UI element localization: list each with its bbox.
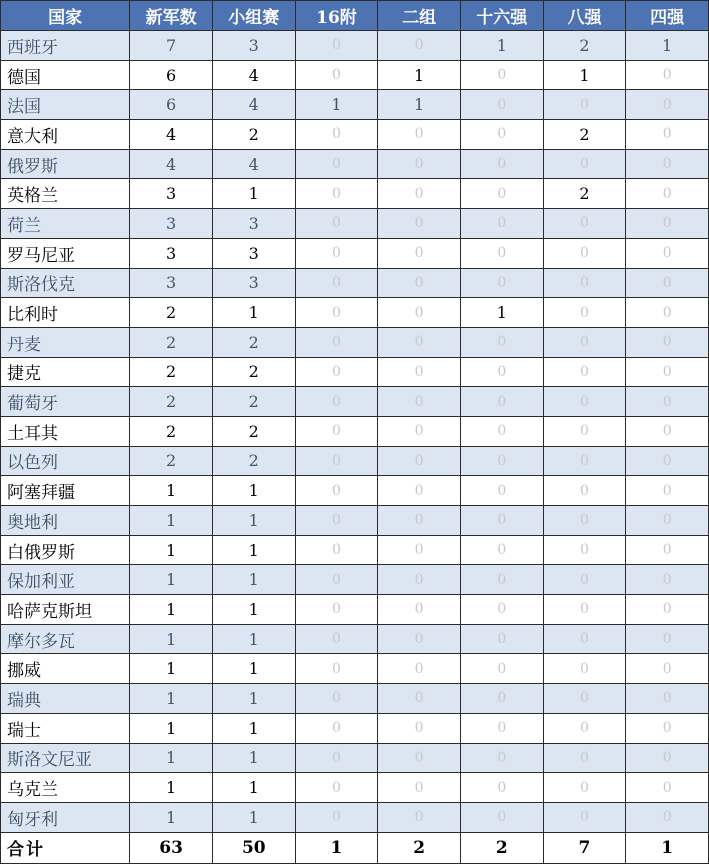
value-cell: 0 — [543, 149, 626, 179]
value-cell: 0 — [543, 90, 626, 120]
column-header: 二组 — [378, 1, 461, 31]
value-cell: 0 — [460, 209, 543, 239]
value-cell: 0 — [626, 268, 709, 298]
value-cell: 0 — [295, 268, 378, 298]
value-cell: 0 — [626, 149, 709, 179]
value-cell: 0 — [378, 684, 461, 714]
table-row — [1, 387, 709, 417]
value-cell: 0 — [543, 565, 626, 595]
value-cell: 0 — [460, 773, 543, 803]
value-cell: 0 — [460, 565, 543, 595]
value-cell: 2 — [130, 327, 213, 357]
table-row — [1, 60, 709, 90]
value-cell: 2 — [130, 357, 213, 387]
value-cell: 1 — [130, 506, 213, 536]
value-cell: 4 — [212, 60, 295, 90]
value-cell: 0 — [460, 506, 543, 536]
value-cell: 0 — [626, 209, 709, 239]
value-cell: 3 — [130, 268, 213, 298]
value-cell: 0 — [378, 446, 461, 476]
value-cell: 0 — [543, 298, 626, 328]
value-cell: 0 — [626, 357, 709, 387]
value-cell: 0 — [543, 713, 626, 743]
value-cell: 0 — [626, 802, 709, 832]
value-cell: 2 — [212, 120, 295, 150]
country-name-cell: 捷克 — [1, 357, 130, 387]
value-cell: 4 — [212, 149, 295, 179]
column-header: 八强 — [543, 1, 626, 31]
table-row — [1, 565, 709, 595]
value-cell: 0 — [543, 535, 626, 565]
value-cell: 3 — [130, 179, 213, 209]
value-cell: 1 — [212, 802, 295, 832]
value-cell: 1 — [460, 298, 543, 328]
value-cell: 0 — [378, 595, 461, 625]
value-cell: 1 — [212, 624, 295, 654]
value-cell: 1 — [212, 743, 295, 773]
value-cell: 3 — [212, 238, 295, 268]
value-cell: 0 — [295, 595, 378, 625]
value-cell: 0 — [378, 654, 461, 684]
value-cell: 1 — [130, 476, 213, 506]
country-name-cell: 荷兰 — [1, 209, 130, 239]
table-row — [1, 209, 709, 239]
value-cell: 0 — [378, 238, 461, 268]
value-cell: 1 — [212, 654, 295, 684]
column-header: 16附 — [295, 1, 378, 31]
value-cell: 2 — [130, 416, 213, 446]
value-cell: 0 — [378, 476, 461, 506]
value-cell: 0 — [460, 624, 543, 654]
total-value-cell: 63 — [130, 832, 213, 863]
table-row — [1, 416, 709, 446]
value-cell: 1 — [130, 624, 213, 654]
country-name-cell: 摩尔多瓦 — [1, 624, 130, 654]
table-row — [1, 476, 709, 506]
value-cell: 0 — [378, 713, 461, 743]
value-cell: 2 — [543, 120, 626, 150]
table-row — [1, 773, 709, 803]
table-row — [1, 120, 709, 150]
value-cell: 0 — [295, 565, 378, 595]
value-cell: 0 — [378, 535, 461, 565]
value-cell: 0 — [626, 476, 709, 506]
table-row — [1, 90, 709, 120]
table-row — [1, 446, 709, 476]
table-row — [1, 268, 709, 298]
value-cell: 0 — [543, 624, 626, 654]
total-value-cell: 7 — [543, 832, 626, 863]
value-cell: 3 — [130, 209, 213, 239]
value-cell: 0 — [378, 387, 461, 417]
value-cell: 0 — [460, 149, 543, 179]
table-body — [1, 31, 709, 833]
country-name-cell: 乌克兰 — [1, 773, 130, 803]
value-cell: 1 — [378, 90, 461, 120]
value-cell: 0 — [295, 654, 378, 684]
value-cell: 1 — [378, 60, 461, 90]
total-value-cell: 1 — [626, 832, 709, 863]
value-cell: 0 — [378, 149, 461, 179]
value-cell: 0 — [295, 624, 378, 654]
value-cell: 3 — [130, 238, 213, 268]
value-cell: 0 — [626, 535, 709, 565]
value-cell: 1 — [130, 565, 213, 595]
value-cell: 0 — [460, 416, 543, 446]
value-cell: 0 — [626, 238, 709, 268]
value-cell: 0 — [295, 179, 378, 209]
value-cell: 1 — [212, 713, 295, 743]
total-value-cell: 2 — [378, 832, 461, 863]
value-cell: 0 — [626, 446, 709, 476]
value-cell: 0 — [460, 238, 543, 268]
value-cell: 0 — [295, 416, 378, 446]
value-cell: 0 — [378, 773, 461, 803]
total-value-cell: 50 — [212, 832, 295, 863]
country-name-cell: 保加利亚 — [1, 565, 130, 595]
total-row — [1, 832, 709, 863]
value-cell: 1 — [212, 179, 295, 209]
value-cell: 0 — [626, 713, 709, 743]
value-cell: 3 — [212, 209, 295, 239]
table-row — [1, 595, 709, 625]
value-cell: 0 — [543, 802, 626, 832]
value-cell: 4 — [130, 120, 213, 150]
value-cell: 2 — [212, 357, 295, 387]
value-cell: 0 — [543, 357, 626, 387]
value-cell: 1 — [130, 654, 213, 684]
value-cell: 1 — [295, 90, 378, 120]
value-cell: 0 — [460, 535, 543, 565]
value-cell: 1 — [212, 298, 295, 328]
value-cell: 0 — [295, 327, 378, 357]
value-cell: 0 — [295, 506, 378, 536]
value-cell: 0 — [460, 446, 543, 476]
country-name-cell: 白俄罗斯 — [1, 535, 130, 565]
value-cell: 1 — [212, 535, 295, 565]
country-name-cell: 瑞典 — [1, 684, 130, 714]
value-cell: 0 — [543, 327, 626, 357]
value-cell: 0 — [378, 298, 461, 328]
country-name-cell: 法国 — [1, 90, 130, 120]
value-cell: 3 — [212, 31, 295, 61]
value-cell: 2 — [543, 179, 626, 209]
value-cell: 0 — [626, 743, 709, 773]
value-cell: 1 — [212, 773, 295, 803]
value-cell: 6 — [130, 90, 213, 120]
table-row — [1, 684, 709, 714]
value-cell: 0 — [543, 416, 626, 446]
value-cell: 1 — [212, 476, 295, 506]
value-cell: 0 — [626, 179, 709, 209]
value-cell: 0 — [295, 387, 378, 417]
value-cell: 0 — [378, 327, 461, 357]
table-row — [1, 149, 709, 179]
value-cell: 0 — [295, 120, 378, 150]
country-name-cell: 葡萄牙 — [1, 387, 130, 417]
country-name-cell: 西班牙 — [1, 31, 130, 61]
value-cell: 1 — [130, 743, 213, 773]
total-value-cell: 2 — [460, 832, 543, 863]
value-cell: 0 — [460, 387, 543, 417]
table-row — [1, 31, 709, 61]
value-cell: 0 — [543, 654, 626, 684]
country-name-cell: 德国 — [1, 60, 130, 90]
value-cell: 0 — [460, 654, 543, 684]
value-cell: 0 — [626, 506, 709, 536]
table-header — [1, 1, 709, 31]
value-cell: 0 — [626, 654, 709, 684]
value-cell: 0 — [460, 357, 543, 387]
country-name-cell: 斯洛文尼亚 — [1, 743, 130, 773]
value-cell: 0 — [378, 268, 461, 298]
value-cell: 0 — [295, 60, 378, 90]
column-header: 十六强 — [460, 1, 543, 31]
value-cell: 0 — [626, 90, 709, 120]
table-row — [1, 506, 709, 536]
value-cell: 0 — [543, 476, 626, 506]
value-cell: 0 — [626, 298, 709, 328]
value-cell: 0 — [295, 209, 378, 239]
country-name-cell: 挪威 — [1, 654, 130, 684]
table-row — [1, 654, 709, 684]
table-row — [1, 298, 709, 328]
value-cell: 0 — [543, 595, 626, 625]
value-cell: 1 — [212, 506, 295, 536]
value-cell: 0 — [378, 31, 461, 61]
value-cell: 0 — [295, 298, 378, 328]
value-cell: 1 — [543, 60, 626, 90]
value-cell: 0 — [626, 60, 709, 90]
value-cell: 0 — [626, 416, 709, 446]
value-cell: 2 — [130, 387, 213, 417]
value-cell: 0 — [378, 416, 461, 446]
value-cell: 0 — [460, 120, 543, 150]
table-row — [1, 238, 709, 268]
country-name-cell: 意大利 — [1, 120, 130, 150]
value-cell: 7 — [130, 31, 213, 61]
country-name-cell: 哈萨克斯坦 — [1, 595, 130, 625]
column-header: 新军数 — [130, 1, 213, 31]
table-row — [1, 327, 709, 357]
value-cell: 0 — [460, 60, 543, 90]
country-name-cell: 匈牙利 — [1, 802, 130, 832]
value-cell: 1 — [212, 565, 295, 595]
value-cell: 1 — [130, 802, 213, 832]
value-cell: 0 — [460, 179, 543, 209]
value-cell: 0 — [460, 476, 543, 506]
value-cell: 0 — [543, 238, 626, 268]
value-cell: 1 — [130, 773, 213, 803]
table-row — [1, 357, 709, 387]
value-cell: 0 — [626, 595, 709, 625]
value-cell: 0 — [295, 149, 378, 179]
value-cell: 0 — [543, 268, 626, 298]
value-cell: 1 — [130, 595, 213, 625]
value-cell: 2 — [543, 31, 626, 61]
value-cell: 0 — [543, 446, 626, 476]
value-cell: 0 — [460, 802, 543, 832]
value-cell: 2 — [212, 446, 295, 476]
value-cell: 0 — [460, 327, 543, 357]
value-cell: 0 — [295, 743, 378, 773]
value-cell: 0 — [378, 743, 461, 773]
value-cell: 0 — [460, 743, 543, 773]
value-cell: 0 — [626, 120, 709, 150]
value-cell: 0 — [378, 802, 461, 832]
header-row — [1, 1, 709, 31]
value-cell: 0 — [378, 120, 461, 150]
value-cell: 3 — [212, 268, 295, 298]
value-cell: 2 — [212, 387, 295, 417]
column-header: 小组赛 — [212, 1, 295, 31]
value-cell: 1 — [130, 535, 213, 565]
column-header: 四强 — [626, 1, 709, 31]
country-name-cell: 比利时 — [1, 298, 130, 328]
value-cell: 4 — [212, 90, 295, 120]
country-name-cell: 土耳其 — [1, 416, 130, 446]
country-name-cell: 丹麦 — [1, 327, 130, 357]
value-cell: 1 — [130, 713, 213, 743]
value-cell: 0 — [295, 476, 378, 506]
total-value-cell: 1 — [295, 832, 378, 863]
value-cell: 0 — [626, 327, 709, 357]
value-cell: 0 — [543, 506, 626, 536]
value-cell: 0 — [295, 446, 378, 476]
value-cell: 0 — [460, 268, 543, 298]
value-cell: 0 — [543, 773, 626, 803]
value-cell: 0 — [543, 209, 626, 239]
value-cell: 0 — [295, 535, 378, 565]
value-cell: 0 — [378, 565, 461, 595]
value-cell: 0 — [626, 387, 709, 417]
country-name-cell: 瑞士 — [1, 713, 130, 743]
value-cell: 0 — [295, 684, 378, 714]
value-cell: 0 — [460, 90, 543, 120]
country-name-cell: 以色列 — [1, 446, 130, 476]
value-cell: 0 — [460, 684, 543, 714]
column-header-country: 国家 — [1, 1, 130, 31]
value-cell: 2 — [212, 416, 295, 446]
value-cell: 0 — [378, 179, 461, 209]
value-cell: 0 — [378, 357, 461, 387]
table-row — [1, 179, 709, 209]
value-cell: 1 — [212, 595, 295, 625]
value-cell: 0 — [543, 387, 626, 417]
value-cell: 6 — [130, 60, 213, 90]
value-cell: 4 — [130, 149, 213, 179]
country-name-cell: 罗马尼亚 — [1, 238, 130, 268]
value-cell: 0 — [543, 743, 626, 773]
value-cell: 0 — [295, 357, 378, 387]
value-cell: 0 — [378, 209, 461, 239]
table-row — [1, 713, 709, 743]
country-name-cell: 阿塞拜疆 — [1, 476, 130, 506]
country-name-cell: 俄罗斯 — [1, 149, 130, 179]
value-cell: 1 — [460, 31, 543, 61]
table-row — [1, 743, 709, 773]
table-row — [1, 535, 709, 565]
table-row — [1, 624, 709, 654]
value-cell: 0 — [295, 31, 378, 61]
value-cell: 2 — [130, 446, 213, 476]
value-cell: 0 — [626, 565, 709, 595]
value-cell: 0 — [295, 773, 378, 803]
country-name-cell: 奥地利 — [1, 506, 130, 536]
value-cell: 0 — [626, 773, 709, 803]
country-name-cell: 斯洛伐克 — [1, 268, 130, 298]
value-cell: 0 — [295, 238, 378, 268]
value-cell: 0 — [626, 624, 709, 654]
value-cell: 0 — [295, 713, 378, 743]
value-cell: 0 — [460, 713, 543, 743]
value-cell: 2 — [212, 327, 295, 357]
value-cell: 2 — [130, 298, 213, 328]
value-cell: 0 — [378, 506, 461, 536]
country-name-cell: 英格兰 — [1, 179, 130, 209]
value-cell: 0 — [295, 802, 378, 832]
table-row — [1, 802, 709, 832]
value-cell: 0 — [626, 684, 709, 714]
value-cell: 0 — [543, 684, 626, 714]
value-cell: 1 — [130, 684, 213, 714]
value-cell: 1 — [212, 684, 295, 714]
total-label: 合计 — [1, 832, 130, 863]
value-cell: 1 — [626, 31, 709, 61]
value-cell: 0 — [460, 595, 543, 625]
value-cell: 0 — [378, 624, 461, 654]
table-footer — [1, 832, 709, 863]
